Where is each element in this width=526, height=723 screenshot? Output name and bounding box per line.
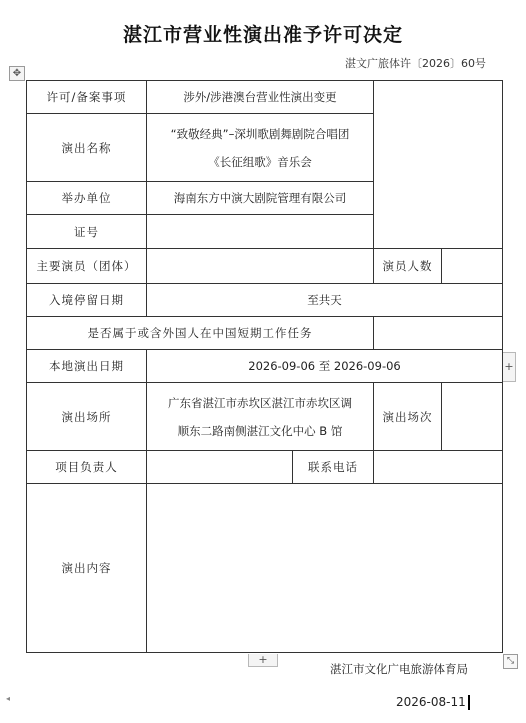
venue-line1: 广东省湛江市赤坎区湛江市赤坎区调 bbox=[168, 395, 352, 410]
document-title: 湛江市营业性演出准予许可决定 bbox=[122, 24, 403, 46]
foreign-work-label: 是否属于或含外国人在中国短期工作任务 bbox=[27, 317, 374, 350]
sessions-value[interactable] bbox=[442, 383, 503, 451]
performer-count-label: 演员人数 bbox=[374, 249, 442, 284]
show-name-value[interactable] bbox=[147, 114, 374, 182]
contact-phone-label: 联系电话 bbox=[293, 451, 374, 484]
contact-phone-value[interactable] bbox=[374, 451, 503, 484]
table-resize-handle-icon[interactable]: ⤡ bbox=[503, 654, 518, 669]
table-row bbox=[27, 317, 503, 350]
main-performers-label: 主要演员（团体） bbox=[27, 249, 147, 284]
permit-item-label: 许可/备案事项 bbox=[27, 81, 147, 114]
document-number: 湛文广旅体许〔2026〕60号 bbox=[345, 57, 486, 70]
stay-dates-label: 入境停留日期 bbox=[27, 284, 147, 317]
table-row bbox=[27, 383, 503, 451]
add-column-button[interactable]: + bbox=[503, 352, 516, 382]
table-row bbox=[27, 81, 503, 114]
stay-dates-value[interactable]: 至共天 bbox=[147, 284, 503, 317]
project-manager-label: 项目负责人 bbox=[27, 451, 147, 484]
table-row bbox=[27, 249, 503, 284]
show-name-line1: “致敬经典”–深圳歌剧舞剧院合唱团 bbox=[170, 126, 350, 141]
table-row bbox=[27, 484, 503, 653]
table-move-handle-icon[interactable]: ✥ bbox=[9, 66, 25, 81]
add-row-button[interactable]: + bbox=[248, 654, 278, 667]
margin-marker-icon: ◂ bbox=[6, 694, 11, 703]
table-row bbox=[27, 451, 503, 484]
show-content-value[interactable] bbox=[147, 484, 503, 653]
venue-value[interactable] bbox=[147, 383, 374, 451]
venue-label: 演出场所 bbox=[27, 383, 147, 451]
issue-date[interactable] bbox=[396, 695, 470, 710]
main-performers-value[interactable] bbox=[147, 249, 374, 284]
table-row bbox=[27, 284, 503, 317]
foreign-work-value[interactable] bbox=[374, 317, 503, 350]
sessions-label: 演出场次 bbox=[374, 383, 442, 451]
project-manager-value[interactable] bbox=[147, 451, 293, 484]
blank-side-cell[interactable] bbox=[374, 81, 503, 249]
text-cursor bbox=[468, 695, 470, 710]
issue-date-text: 2026-08-11 bbox=[396, 695, 466, 709]
permit-item-value[interactable]: 涉外/涉港澳台营业性演出变更 bbox=[147, 81, 374, 114]
performer-count-value[interactable] bbox=[442, 249, 503, 284]
table-row bbox=[27, 350, 503, 383]
show-name-label: 演出名称 bbox=[27, 114, 147, 182]
organizer-label: 举办单位 bbox=[27, 182, 147, 215]
organizer-value[interactable]: 海南东方中演大剧院管理有限公司 bbox=[147, 182, 374, 215]
permit-form-table bbox=[26, 80, 503, 653]
local-dates-value[interactable]: 2026-09-06 至 2026-09-06 bbox=[147, 350, 503, 383]
local-dates-label: 本地演出日期 bbox=[27, 350, 147, 383]
license-number-value[interactable] bbox=[147, 215, 374, 249]
show-name-line2: 《长征组歌》音乐会 bbox=[208, 154, 312, 169]
issuing-authority: 湛江市文化广电旅游体育局 bbox=[330, 662, 468, 676]
show-content-label: 演出内容 bbox=[27, 484, 147, 653]
venue-line2: 顺东二路南侧湛江文化中心 B 馆 bbox=[177, 423, 343, 438]
license-number-label: 证号 bbox=[27, 215, 147, 249]
